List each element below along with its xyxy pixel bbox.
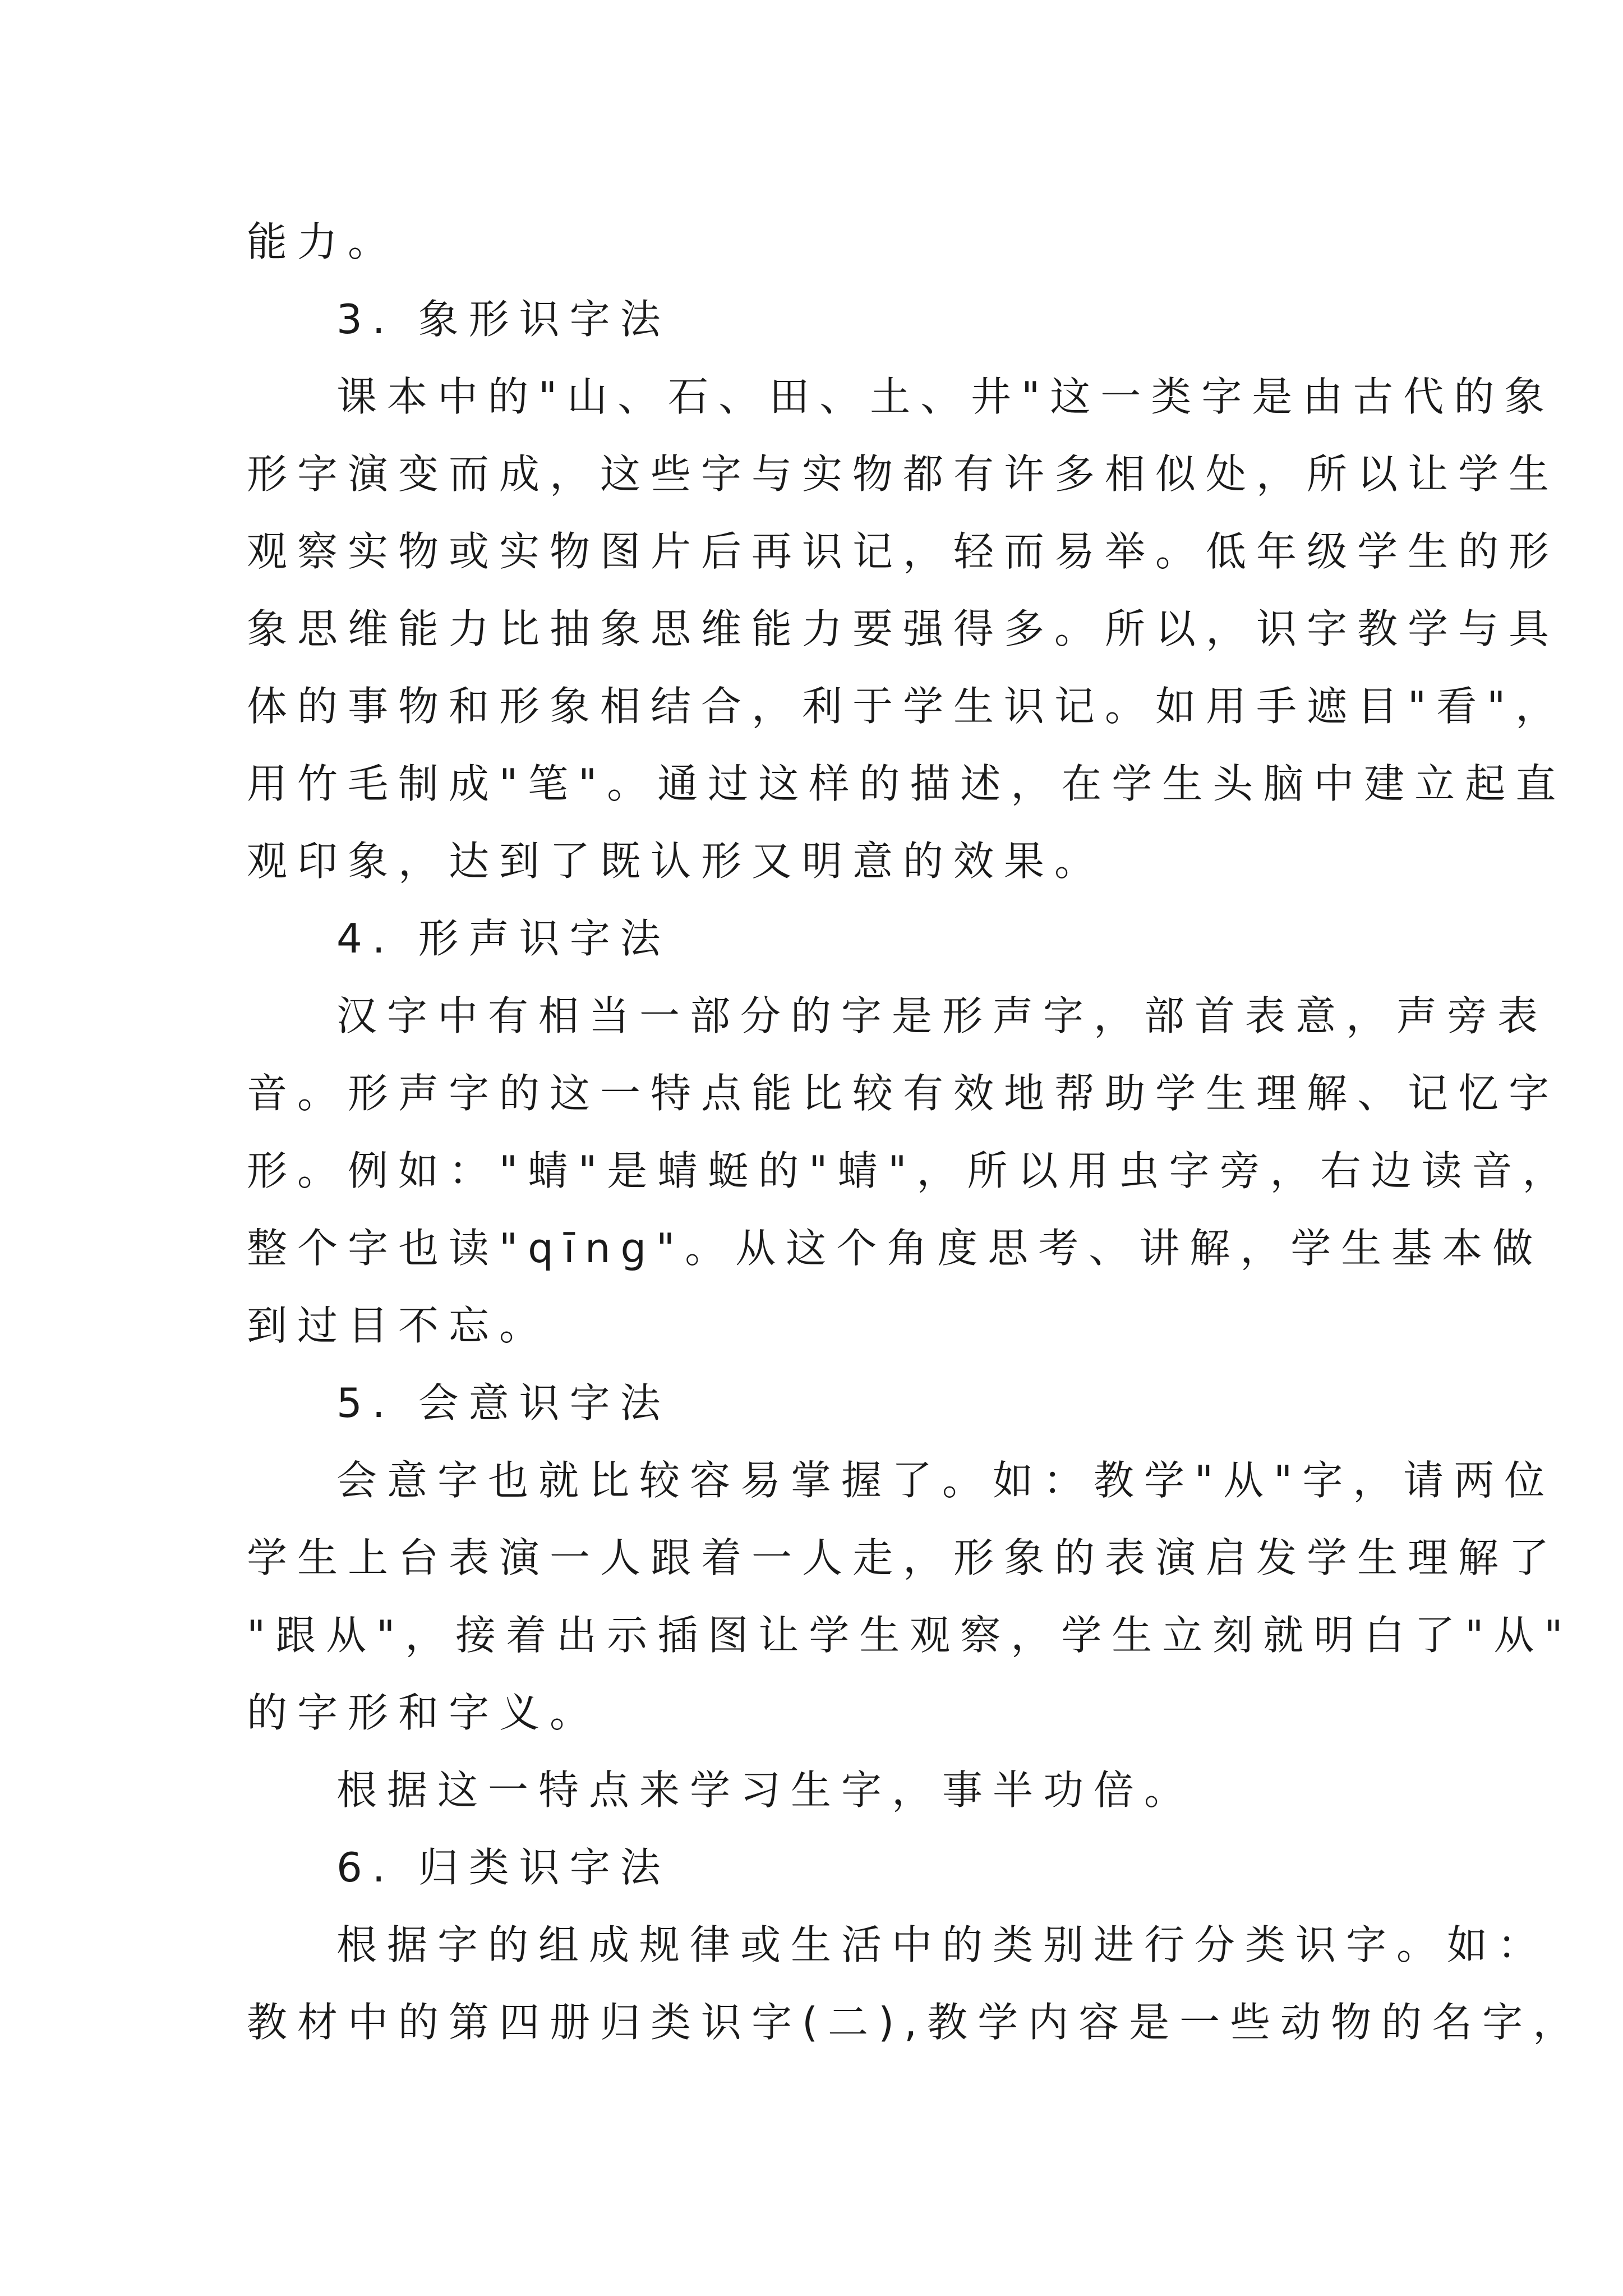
text-line: 到过目不忘。 xyxy=(247,1302,550,1349)
text-line: 音。形声字的这一特点能比较有效地帮助学生理解、记忆字 xyxy=(247,1070,1560,1117)
text-line: 观察实物或实物图片后再识记，轻而易举。低年级学生的形 xyxy=(247,528,1560,575)
text-line: 课本中的"山、石、田、土、井"这一类字是由古代的象 xyxy=(336,373,1555,420)
text-line: 能力。 xyxy=(247,218,399,265)
section-heading: 6. 归类识字法 xyxy=(336,1844,671,1891)
section-heading: 5. 会意识字法 xyxy=(336,1379,671,1427)
text-line: 用竹毛制成"笔"。通过这样的描述，在学生头脑中建立起直 xyxy=(247,760,1566,807)
text-line: 形。例如："蜻"是蜻蜓的"蜻"，所以用虫字旁，右边读音， xyxy=(247,1147,1573,1194)
section-heading: 3. 象形识字法 xyxy=(336,296,671,343)
text-line: 的字形和字义。 xyxy=(247,1689,601,1736)
section-heading: 4. 形声识字法 xyxy=(336,915,671,962)
text-line: 汉字中有相当一部分的字是形声字，部首表意，声旁表 xyxy=(336,992,1548,1039)
text-line: 根据这一特点来学习生字，事半功倍。 xyxy=(336,1766,1195,1814)
text-line: 学生上台表演一人跟着一人走，形象的表演启发学生理解了 xyxy=(247,1534,1560,1581)
text-line: 观印象，达到了既认形又明意的效果。 xyxy=(247,838,1105,885)
text-line: 会意字也就比较容易掌握了。如：教学"从"字，请两位 xyxy=(336,1457,1555,1504)
text-line: 象思维能力比抽象思维能力要强得多。所以，识字教学与具 xyxy=(247,605,1560,652)
text-line: 根据字的组成规律或生活中的类别进行分类识字。如： xyxy=(336,1921,1548,1968)
text-line: 体的事物和形象相结合，利于学生识记。如用手遮目"看"， xyxy=(247,683,1566,730)
text-line: 形字演变而成，这些字与实物都有许多相似处，所以让学生 xyxy=(247,450,1560,498)
text-line: 教材中的第四册归类识字(二),教学内容是一些动物的名字， xyxy=(247,1999,1584,2046)
text-line: 整个字也读"qīng"。从这个角度思考、讲解，学生基本做 xyxy=(247,1225,1543,1272)
text-line: "跟从"，接着出示插图让学生观察，学生立刻就明白了"从" xyxy=(247,1612,1573,1659)
